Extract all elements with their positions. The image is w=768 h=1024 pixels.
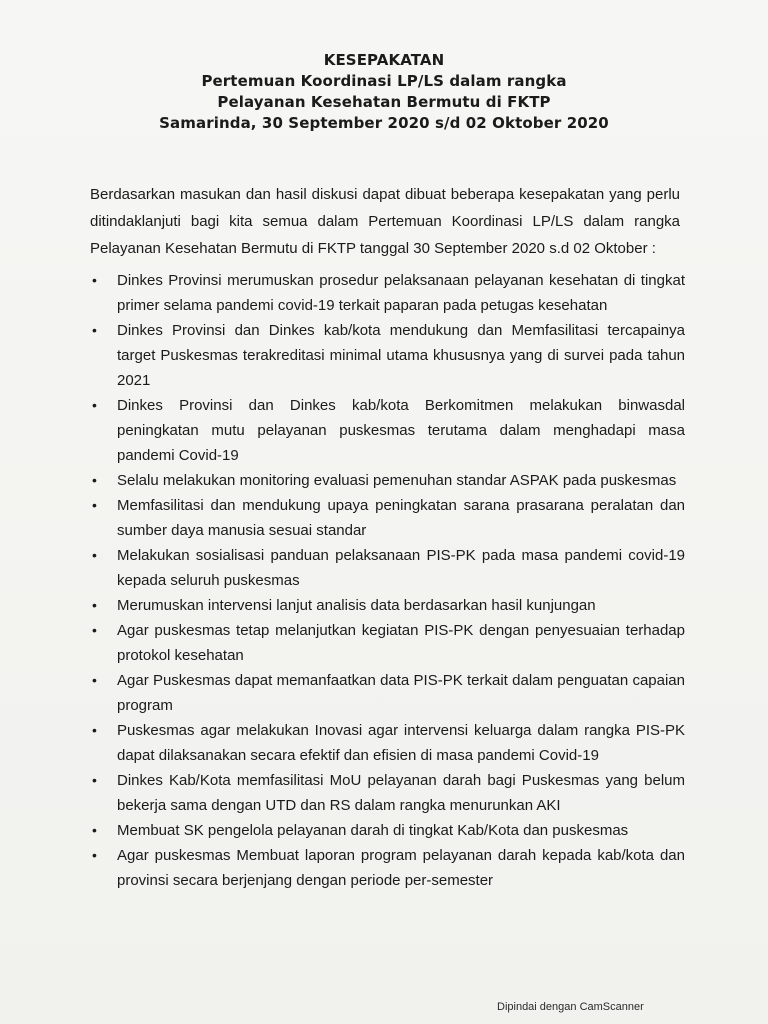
bullet-icon: •	[92, 622, 97, 638]
list-item-text: Selalu melakukan monitoring evaluasi pemenuhan standar ASPAK pada puskesmas	[117, 472, 677, 489]
bullet-icon: •	[92, 397, 97, 413]
scanner-footer: Dipindai dengan CamScanner	[497, 1001, 644, 1013]
agreement-list	[90, 268, 690, 893]
list-item-text: Merumuskan intervensi lanjut analisis data berdasarkan hasil kunjungan	[117, 597, 596, 614]
document-header	[0, 50, 768, 134]
list-item-text: Dinkes Provinsi dan Dinkes kab/kota Berkomitmen melakukan binwasdal peningkatan mutu pelayanan puskesmas terutama dalam menghadapi masa pandemi Covid-19	[117, 397, 685, 464]
list-item	[90, 818, 690, 843]
bullet-icon: •	[92, 497, 97, 513]
header-subtitle: Pertemuan Koordinasi LP/LS dalam rangka	[201, 72, 567, 90]
list-item-text: Dinkes Provinsi dan Dinkes kab/kota mendukung dan Memfasilitasi tercapainya target Puskesmas terakreditasi minimal utama khususnya yang di survei pada tahun 2021	[117, 322, 685, 389]
list-item	[90, 843, 690, 893]
list-item	[90, 468, 690, 493]
bullet-icon: •	[92, 472, 97, 488]
list-item	[90, 618, 690, 668]
list-item	[90, 543, 690, 593]
bullet-icon: •	[92, 547, 97, 563]
list-item-text: Dinkes Kab/Kota memfasilitasi MoU pelayanan darah bagi Puskesmas yang belum bekerja sama dengan UTD dan RS dalam rangka menurunkan AKI	[117, 772, 685, 814]
bullet-icon: •	[92, 597, 97, 613]
list-item	[90, 718, 690, 768]
list-item	[90, 318, 690, 393]
bullet-icon: •	[92, 822, 97, 838]
list-item	[90, 268, 690, 318]
list-item	[90, 768, 690, 818]
list-item	[90, 668, 690, 718]
list-item-text: Memfasilitasi dan mendukung upaya peningkatan sarana prasarana peralatan dan sumber daya manusia sesuai standar	[117, 497, 685, 539]
bullet-icon: •	[92, 272, 97, 288]
list-item-text: Agar puskesmas tetap melanjutkan kegiatan PIS-PK dengan penyesuaian terhadap protokol kesehatan	[117, 622, 685, 664]
list-item	[90, 393, 690, 468]
list-item	[90, 493, 690, 543]
header-place-date: Samarinda, 30 September 2020 s/d 02 Oktober 2020	[159, 114, 609, 132]
bullet-icon: •	[92, 322, 97, 338]
header-title: KESEPAKATAN	[323, 51, 445, 69]
bullet-icon: •	[92, 722, 97, 738]
list-item-text: Agar puskesmas Membuat laporan program pelayanan darah kepada kab/kota dan provinsi secara berjenjang dengan periode per-semester	[117, 847, 685, 889]
bullet-icon: •	[92, 772, 97, 788]
list-item-text: Puskesmas agar melakukan Inovasi agar intervensi keluarga dalam rangka PIS-PK dapat dilaksanakan secara efektif dan efisien di masa pandemi Covid-19	[117, 722, 685, 764]
list-item	[90, 593, 690, 618]
list-item-text: Membuat SK pengelola pelayanan darah di tingkat Kab/Kota dan puskesmas	[117, 822, 629, 839]
list-item-text: Melakukan sosialisasi panduan pelaksanaan PIS-PK pada masa pandemi covid-19 kepada seluruh puskesmas	[117, 547, 685, 589]
intro-paragraph: Berdasarkan masukan dan hasil diskusi dapat dibuat beberapa kesepakatan yang perlu ditindaklanjuti bagi kita semua dalam Pertemuan Koordinasi LP/LS dalam rangka Pelayanan Kesehatan Bermutu di FKTP tanggal 30 September 2020 s.d 02 Oktober :	[90, 186, 680, 257]
bullet-icon: •	[92, 672, 97, 688]
header-subtitle-2: Pelayanan Kesehatan Bermutu di FKTP	[217, 93, 551, 111]
list-item-text: Agar Puskesmas dapat memanfaatkan data PIS-PK terkait dalam penguatan capaian program	[117, 672, 685, 714]
list-item-text: Dinkes Provinsi merumuskan prosedur pelaksanaan pelayanan kesehatan di tingkat primer selama pandemi covid-19 terkait paparan pada petugas kesehatan	[117, 272, 685, 314]
bullet-icon: •	[92, 847, 97, 863]
